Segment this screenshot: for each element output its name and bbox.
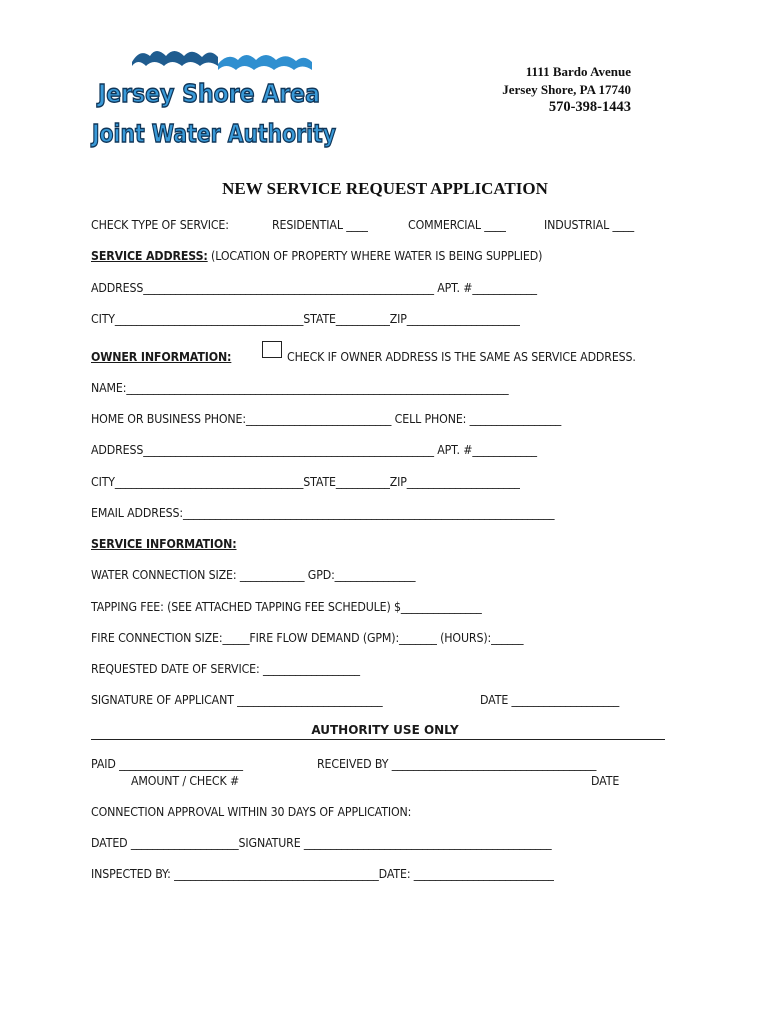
logo-line1: Jersey Shore Area: [96, 79, 320, 108]
owner-heading: [91, 350, 231, 364]
owner-city-field[interactable]: CITY___________________________________STATE__________ZIP_____________________: [91, 475, 520, 489]
same-address-label: CHECK IF OWNER ADDRESS IS THE SAME AS SERVICE ADDRESS.: [287, 350, 636, 364]
authority-logo: [90, 44, 350, 164]
owner-heading-text: OWNER INFORMATION:: [91, 350, 232, 364]
service-address-field[interactable]: ADDRESS______________________________________________________ APT. #____________: [91, 281, 537, 295]
check-type-label: CHECK TYPE OF SERVICE:: [91, 218, 229, 232]
approval-note: CONNECTION APPROVAL WITHIN 30 DAYS OF APPLICATION:: [91, 805, 412, 819]
service-address-section: [91, 249, 542, 263]
wave-icon: [132, 51, 312, 70]
same-address-checkbox[interactable]: [262, 341, 282, 358]
header-city: Jersey Shore, PA 17740: [502, 82, 631, 97]
form-title: NEW SERVICE REQUEST APPLICATION: [222, 179, 548, 198]
received-by-field[interactable]: RECEIVED BY ______________________________________: [317, 757, 597, 771]
requested-date-field[interactable]: REQUESTED DATE OF SERVICE: __________________: [91, 662, 360, 676]
inspected-by-field[interactable]: INSPECTED BY: ______________________________________DATE: __________________________: [91, 867, 554, 881]
service-address-note: (LOCATION OF PROPERTY WHERE WATER IS BEING SUPPLIED): [207, 249, 543, 263]
industrial-option[interactable]: INDUSTRIAL ____: [544, 218, 635, 232]
authority-heading: AUTHORITY USE ONLY: [311, 723, 459, 737]
service-address-heading: SERVICE ADDRESS:: [91, 249, 208, 263]
authority-divider: [91, 739, 665, 740]
paid-field[interactable]: PAID _______________________: [91, 757, 243, 771]
amount-check-label: AMOUNT / CHECK #: [131, 774, 240, 788]
owner-phone-field[interactable]: HOME OR BUSINESS PHONE:___________________________ CELL PHONE: _________________: [91, 412, 562, 426]
tapping-fee-field[interactable]: TAPPING FEE: (SEE ATTACHED TAPPING FEE SCHEDULE) $_______________: [91, 600, 482, 614]
header-phone: 570-398-1443: [548, 99, 631, 115]
residential-option[interactable]: RESIDENTIAL ____: [272, 218, 368, 232]
water-connection-field[interactable]: WATER CONNECTION SIZE: ____________ GPD:_______________: [91, 568, 416, 582]
logo-line2: Joint Water Authority: [90, 119, 337, 148]
service-info-heading: [91, 537, 237, 551]
owner-name-field[interactable]: NAME:_______________________________________________________________________: [91, 381, 509, 395]
signature-date-field[interactable]: DATE ____________________: [480, 693, 620, 707]
header-street: 1111 Bardo Avenue: [525, 64, 631, 79]
owner-email-field[interactable]: EMAIL ADDRESS:_____________________________________________________________________: [91, 506, 555, 520]
signature-field[interactable]: SIGNATURE OF APPLICANT ___________________________: [91, 693, 383, 707]
commercial-option[interactable]: COMMERCIAL ____: [408, 218, 506, 232]
received-date-label: DATE: [591, 774, 620, 788]
fire-connection-field[interactable]: FIRE CONNECTION SIZE:_____FIRE FLOW DEMAND (GPM):_______ (HOURS):______: [91, 631, 524, 645]
service-city-field[interactable]: CITY___________________________________STATE__________ZIP_____________________: [91, 312, 520, 326]
owner-address-field[interactable]: ADDRESS______________________________________________________ APT. #____________: [91, 443, 537, 457]
dated-signature-field[interactable]: DATED ____________________SIGNATURE ______________________________________________: [91, 836, 552, 850]
service-info-heading-text: SERVICE INFORMATION:: [91, 537, 237, 551]
